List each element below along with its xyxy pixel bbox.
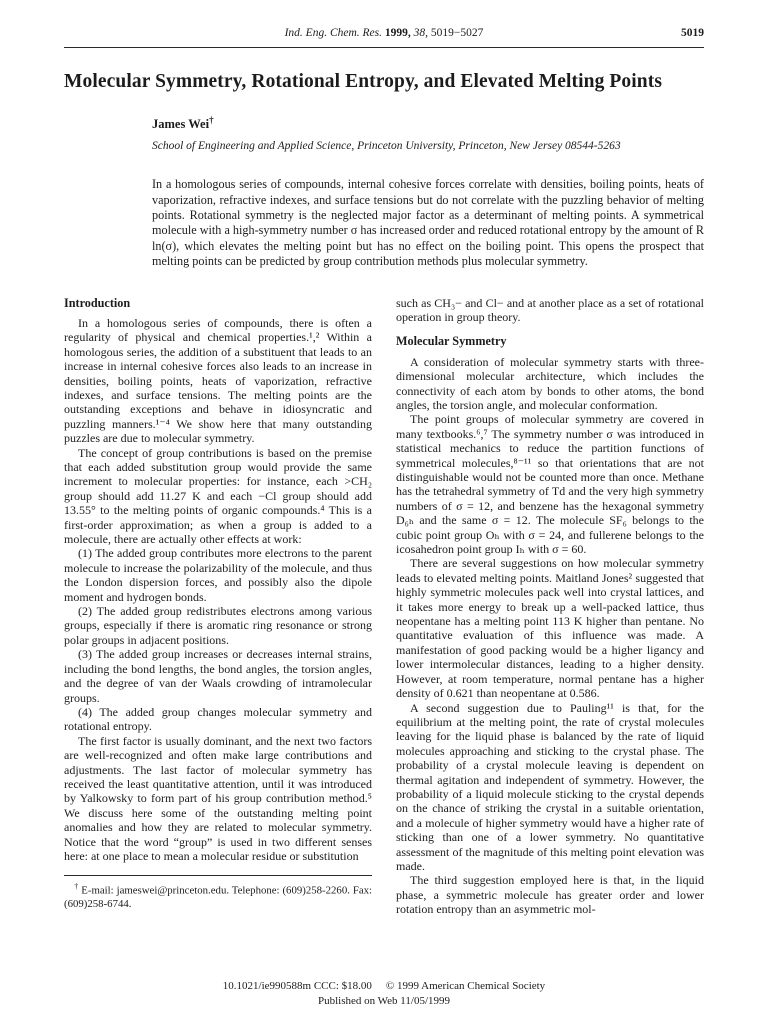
page-number: 5019 xyxy=(681,27,704,39)
footnote-text: E-mail: jameswei@princeton.edu. Telephone: (609)258-2260. Fax: (609)258-6744. xyxy=(64,884,373,911)
author-dagger: † xyxy=(209,114,214,125)
footer-line-2 xyxy=(0,994,768,1009)
paragraph-continuation: such as CH₃− and Cl− and at another place as a set of rotational operation in group theory. xyxy=(396,295,704,324)
section-heading-molecular-symmetry: Molecular Symmetry xyxy=(396,334,507,349)
paragraph: The third suggestion employed here is that, in the liquid phase, a symmetric molecule has greater order and lower rotation entropy than an asymmetric mol- xyxy=(396,873,704,917)
left-column xyxy=(64,296,372,917)
journal-pages: 5019−5027 xyxy=(430,27,484,39)
journal-name: Ind. Eng. Chem. Res. xyxy=(284,27,383,39)
page-footer xyxy=(0,979,768,1008)
paragraph: The point groups of molecular symmetry are covered in many textbooks.⁶,⁷ The symmetry number σ was introduced in statistical mechanics to reduce the partition functions of symmetrical molecules,⁸⁻¹¹ so that orientations that are not distinguishable would not be counted more than once. Methane has the tetrahedral symmetry of Td and the very high symmetry numbers of σ = 12, and benzene has the hexagonal symmetry D₆ₕ and the same σ = 12. The molecule SF₆ belongs to the cubic point group Oₕ with σ = 24, and fullerene belongs to the icosahedron point group Iₕ with σ = 60. xyxy=(396,412,704,557)
paragraph: (1) The added group contributes more electrons to the parent molecule to increase the polarizability of the molecule, and thus the London dispersion forces, and possibly also the dipole moment and hydrogen bonds. xyxy=(64,546,372,604)
paragraph: There are several suggestions on how molecular symmetry leads to elevated melting points. Maitland Jones² suggested that highly symmetric molecules pack well into crystal lattices, and it takes more energy to break up a well-packed lattice, thus neopentane has a melting point 113 K higher than pentane. No quantitative evaluation of this influence was made. A manifestation of good packing would be a higher ligancy and lower intermolecular distances, leading to a higher density. However, at room temperature, normal pentane has a higher density of 0.621 than neopentane at 0.586. xyxy=(396,556,704,701)
author-block xyxy=(152,115,704,153)
paragraph: The concept of group contributions is based on the premise that each added substitution group would provide the same increment to molecular properties: for instance, each >CH₂ group should add 11.27 K and each −Cl group should add 13.55° to the melting points of organic compounds.⁴ This is a first-order approximation; as when a group is added to a molecule, there are actually other effects at work: xyxy=(64,445,372,547)
footer-line-1 xyxy=(0,979,768,994)
paragraph: A consideration of molecular symmetry starts with three-dimensional molecular architecture, which includes the connectivity of each atom by bonds to other atoms, the bond angles, the torsion angle, and molecular conformation. xyxy=(396,354,704,412)
footer-copyright: © 1999 American Chemical Society xyxy=(385,980,546,992)
journal-header xyxy=(64,26,704,48)
journal-citation xyxy=(64,26,704,40)
abstract: In a homologous series of compounds, internal cohesive forces correlate with densities, boiling points, heats of vaporization, refractive indexes, and surface tensions but do not correlate with the puzzling behavior of melting points. Rotational symmetry is the neglected major factor as a determinant of melting points. A symmetrical molecule with a high-symmetry number σ has increased order and reduced rotational entropy by the amount of R ln(σ), which elevates the melting point but has no effect on the boiling point. This opens the prospect that melting points can be predicted by group contribution methods plus molecular symmetry. xyxy=(152,177,704,269)
right-column xyxy=(396,296,704,917)
paragraph: In a homologous series of compounds, there is often a regularity of physical and chemical properties.¹,² Within a homologous series, the addition of a substituent that leads to an increase in internal cohesive forces also leads to an increase in densities, boiling points, heats of vaporization, refractive indexes, and surface tensions. The melting points are the outstanding exceptions and behave in idiosyncratic and puzzling manners.¹⁻⁴ We show here that many outstanding puzzles are due to molecular symmetry. xyxy=(64,315,372,446)
section-heading-introduction: Introduction xyxy=(64,295,131,310)
author-footnote xyxy=(64,875,372,911)
footer-published: Published on Web 11/05/1999 xyxy=(317,994,451,1007)
journal-volume: 38, xyxy=(413,27,429,39)
author-affiliation: School of Engineering and Applied Science, Princeton University, Princeton, New Jersey 08544-5263 xyxy=(152,140,621,153)
footer-doi-ccc: 10.1021/ie990588m CCC: $18.00 xyxy=(222,980,372,992)
footnote-dagger: † xyxy=(74,882,79,892)
paragraph: (4) The added group changes molecular symmetry and rotational entropy. xyxy=(64,704,372,734)
author-name xyxy=(152,115,704,132)
paper-title: Molecular Symmetry, Rotational Entropy, and Elevated Melting Points xyxy=(64,71,663,92)
author-name-text: James Wei xyxy=(152,117,210,132)
paragraph: (3) The added group increases or decreases internal strains, including the bond lengths, the bond angles, the torsion angles, and the degree of van der Waals crowding of intramolecular groups. xyxy=(64,647,372,705)
paragraph: A second suggestion due to Pauling¹¹ is that, for the equilibrium at the melting point, the rate of crystal molecules leaving for the liquid phase is balanced by the rate of liquid molecules approaching and sticking to the crystal phase. The probability of a crystal molecule leaving is dependent on thermal agitation and independent of symmetry. However, the probability of a liquid molecule sticking to the crystal depends on the chance of striking the crystal in a suitable orientation, and a molecule of higher symmetry would have a higher rate of sticking than one of a lower symmetry. No quantitative assessment of the magnitude of this melting point elevation was made. xyxy=(396,700,704,873)
journal-year: 1999, xyxy=(384,27,411,39)
paragraph: The first factor is usually dominant, and the next two factors are well-recognized and often make large contributions and adjustments. The last factor of molecular symmetry has received the least quantitative attention, until it was introduced by Yalkowsky to form part of his group contribution method.⁵ We discuss here some of the outstanding melting point anomalies and how they are related to molecular symmetry. Notice that the word “group” is used in two different senses here: at one place to mean a molecular residue or substitution xyxy=(64,733,372,863)
body-columns xyxy=(64,296,704,917)
paragraph: (2) The added group redistributes electrons among various groups, especially if there is aromatic ring resonance or strong polar groups in adjacent positions. xyxy=(64,604,372,647)
